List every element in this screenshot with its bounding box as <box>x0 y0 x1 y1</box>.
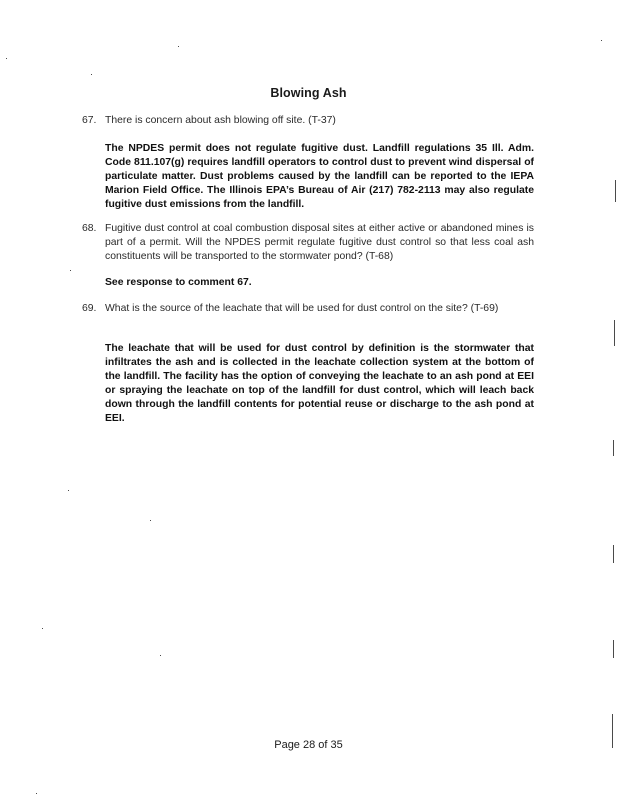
page-footer: Page 28 of 35 <box>274 739 343 751</box>
comment-text: There is concern about ash blowing off site. (T-37) <box>105 115 336 126</box>
scan-dot <box>150 520 151 521</box>
section-title: Blowing Ash <box>270 86 347 100</box>
scan-dot <box>160 655 161 656</box>
response-67: The NPDES permit does not regulate fugitive dust. Landfill regulations 35 Ill. Adm. Code 811.107(g) requires landfill operators to control dust to prevent wind dispersal of particulate matter. Dust problems caused by the landfill can be reported to the IEPA Marion Field Office. The Illinois EPA’s Bureau of Air (217) 782-2113 may also regulate fugitive dust emissions from the landfill. <box>105 143 534 210</box>
scan-mark <box>612 714 613 748</box>
scan-dot <box>42 628 43 629</box>
scan-dot <box>601 40 602 41</box>
response-69: The leachate that will be used for dust control by definition is the stormwater that infiltrates the ash and is collected in the leachate collection system at the bottom of the landfill. The facility has the option of conveying the leachate to an ash pond at EEI or spraying the leachate on top of the landfill for dust control, which will leach back down through the landfill contents for potential reuse or discharge to the ash pond at EEI. <box>105 343 534 424</box>
comment-68 <box>82 222 534 264</box>
response-68: See response to comment 67. <box>105 277 252 288</box>
scan-mark <box>613 440 614 456</box>
comment-text: Fugitive dust control at coal combustion disposal sites at either active or abandoned mines is part of a permit. Will the NPDES permit regulate fugitive dust control so that less coal ash constituents will be transported to the stormwater pond? (T-68) <box>105 223 534 262</box>
comment-number: 67. <box>82 115 97 126</box>
comment-text: What is the source of the leachate that will be used for dust control on the site? (T-69) <box>105 303 499 314</box>
scan-dot <box>178 46 179 47</box>
scan-dot <box>70 270 71 271</box>
scan-dot <box>36 793 37 794</box>
scan-mark <box>614 320 615 346</box>
comment-67 <box>82 114 534 128</box>
comment-number: 69. <box>82 303 97 314</box>
scan-dot <box>91 74 92 75</box>
scan-dot <box>68 490 69 491</box>
scan-mark <box>613 545 614 563</box>
scan-dot <box>6 58 7 59</box>
comment-number: 68. <box>82 223 97 234</box>
comment-69 <box>82 302 534 316</box>
scan-mark <box>613 640 614 658</box>
scan-mark <box>615 180 616 202</box>
